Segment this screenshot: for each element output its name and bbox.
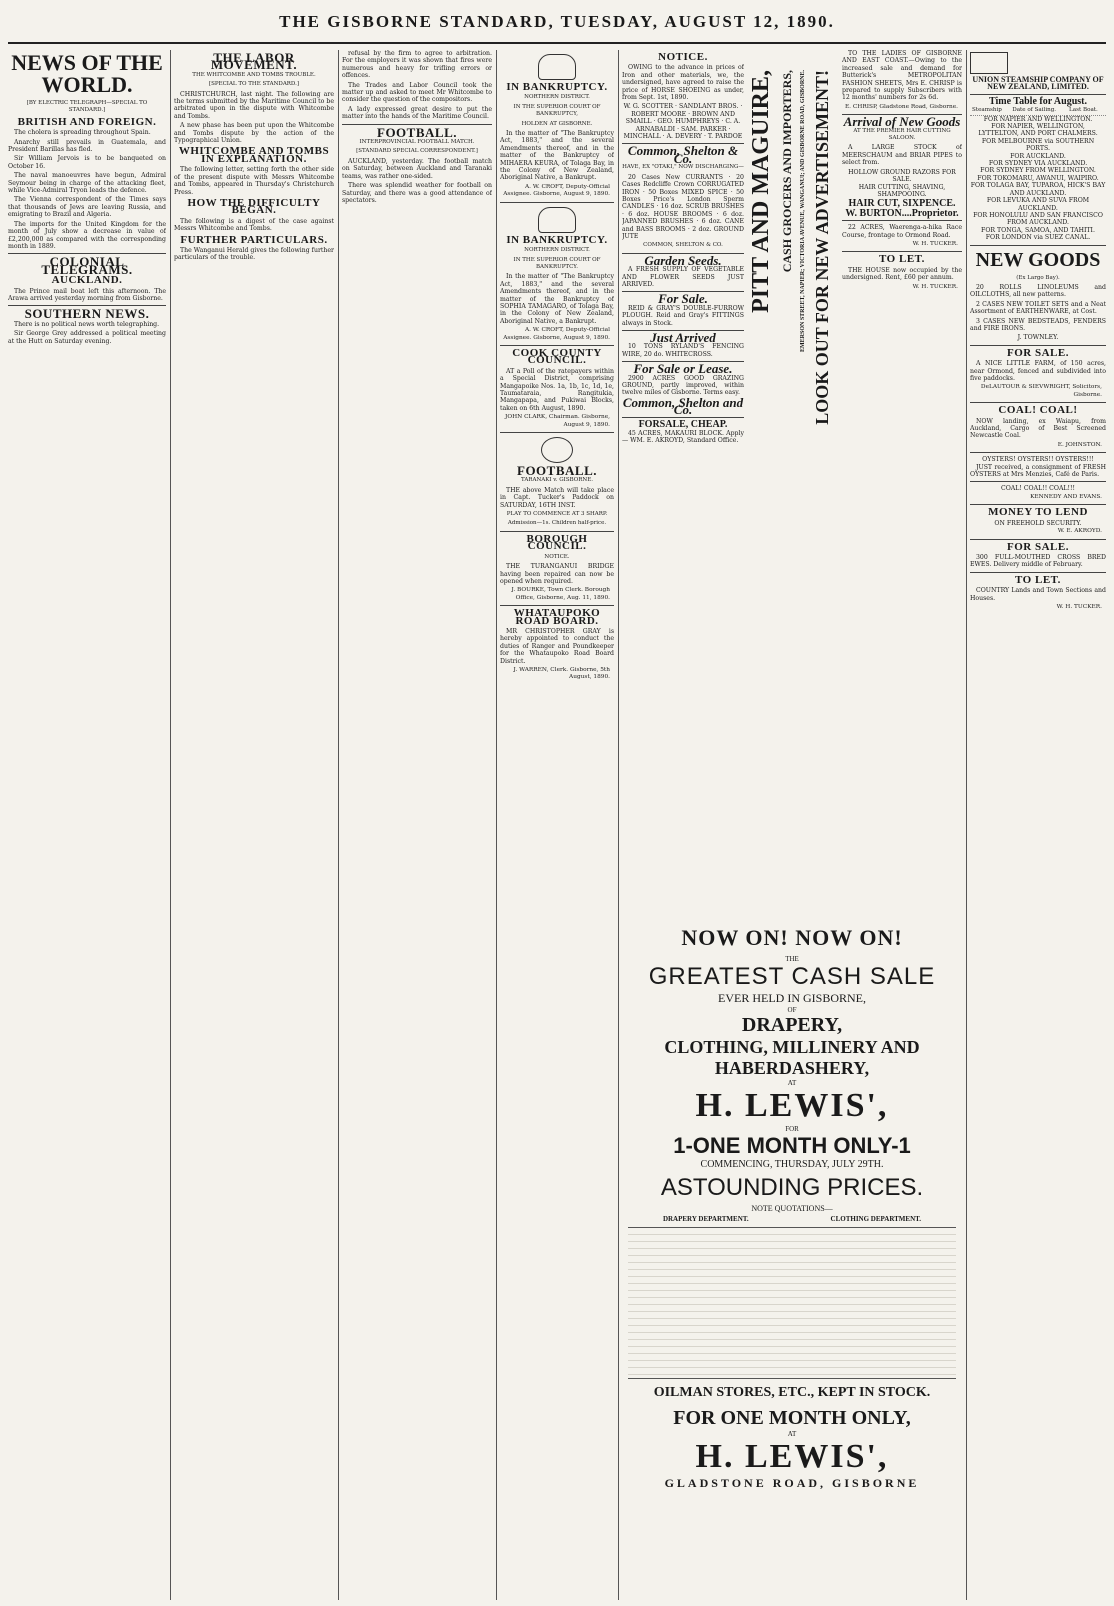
section-subheading: AUCKLAND. — [51, 274, 123, 287]
section-heading: BRITISH AND FOREIGN. — [17, 115, 157, 128]
paragraph: There was splendid weather for football on Saturday, and there was a good attendance of spectators. — [342, 182, 492, 204]
section-heading: SOUTHERN NEWS. — [24, 306, 150, 322]
ad-heading: For Sale. — [658, 291, 708, 307]
ad-body: 3 CASES NEW BEDSTEADS, FENDERS and FIRE IRONS. — [970, 317, 1106, 332]
ad-heading: Arrival of New Goods — [843, 114, 961, 130]
notice-body: In the matter of "The Bankruptcy Act, 1883," and the several Amendments thereof, and in the matter of the Bankruptcy of SOPHIA TAMAGARO, of Tolaga Bay, in the Colony of New Zealand, Aboriginal Native, a Bankrupt. — [500, 273, 614, 325]
ad-body: JUST received, a consignment of FRESH OYSTERS at Mrs Menzies, Café de Paris. — [970, 463, 1106, 479]
ad-banner: GREATEST CASH SALE — [648, 963, 936, 990]
ad-heading: FOR SALE. — [1007, 346, 1069, 359]
ad-line: COMMENCING, THURSDAY, JULY 29TH. — [700, 1159, 884, 1170]
paragraph: The Wanganui Herald gives the following further particulars of the trouble. — [174, 246, 334, 262]
ad-banner: DRAPERY, — [741, 1014, 843, 1036]
paragraph: AUCKLAND, yesterday. The football match on Saturday, between Auckland and Taranaki teams, was rather one-sided. — [342, 157, 492, 180]
notice-body: AT a Poll of the ratepayers within a Special District, comprising Mangapoike Nos. 1a, 1b, 1c, 1d, 1e, Taumataraia, Rangitukia, Mangapapa, and Pukiwai Blocks, taken on 6th August, 1890. — [500, 367, 614, 412]
ad-banner: NOW ON! NOW ON! — [681, 925, 903, 950]
byline: [STANDARD SPECIAL CORRESPONDENT.] — [356, 148, 478, 155]
dept-heading: CLOTHING DEPARTMENT. — [830, 1215, 922, 1223]
paragraph: Sir George Grey addressed a political meeting at the Hutt on Saturday evening. — [8, 330, 166, 345]
ad-body: 2 CASES NEW TOILET SETS and a Neat Assortment of EARTHENWARE, at Cost. — [970, 300, 1106, 316]
paragraph: Sir William Jervois is to be banqueted on October 16. — [8, 155, 166, 170]
ad-signature: W. H. TUCKER. — [912, 283, 958, 290]
route-row: FOR TOKOMARU, AWANUI, WAIPIRO. — [977, 174, 1099, 182]
divider — [970, 452, 1106, 453]
section-heading: HOW THE DIFFICULTY BEGAN. — [187, 196, 321, 217]
paragraph: The following is a digest of the case against Messrs Whitcombe and Tombs. — [174, 217, 334, 233]
notice-subheading: HOLDEN AT GISBORNE. — [521, 120, 593, 127]
ad-banner: 1-ONE MONTH ONLY-1 — [673, 1133, 911, 1158]
subheading: INTERPROVINCIAL FOOTBALL MATCH. — [359, 139, 475, 146]
notice-subheading: IN THE SUPERIOR COURT OF BANKRUPTCY, — [513, 103, 601, 118]
ad-line: Admission—1s. Children half-price. — [507, 520, 607, 527]
ad-address: GLADSTONE ROAD, GISBORNE — [664, 1476, 920, 1490]
ad-body: 10 TONS RYLAND'S FENCING WIRE, 20 do. WHITECROSS. — [622, 343, 744, 358]
notice-signature: J. WARREN, Clerk. Gisborne, 5th August, 1890. — [513, 666, 610, 681]
ad-list: 20 Cases New CURRANTS · 20 Cases Redcliffe Crown CORRUGATED IRON · 50 Boxes MIXED SPICE · 50 Boxes Price's London Sperm CANDLES · 16 doz. SCRUB BRUSHES · 6 doz. HOUSE BROOMS · 6 doz. JAPANNED BRUSHES · 6 doz. CANE and BASS BROOMS · 2 doz. GROUND JUTE — [622, 173, 744, 240]
column-advertisements-1 — [622, 50, 744, 920]
ad-line: HAIR CUT, SIXPENCE. — [848, 198, 956, 210]
ad-line: EVER HELD IN GISBORNE, — [718, 991, 866, 1005]
ad-signature: KENNEDY AND EVANS. — [1030, 493, 1102, 500]
masthead-rule — [8, 42, 1106, 44]
signatory-list: W. G. SCOTTER · SANDLANT BROS. · ROBERT MOORE · BROWN AND SMAILL · GEO. HUMPHREYS · C. A. ARNABALDI · SAM. PARKER · MINCHALL · A. DEVERY · T. PARDOE — [623, 103, 743, 141]
ad-banner: H. LEWIS', — [695, 1087, 889, 1124]
ad-body: COUNTRY Lands and Town Sections and Houses. — [970, 587, 1106, 602]
notice-signature: J. BOURKE, Town Clerk. Borough Office, Gisborne, Aug. 11, 1890. — [511, 587, 610, 601]
football-crest-icon — [541, 437, 573, 463]
royal-crest-icon — [538, 54, 576, 80]
divider — [970, 481, 1106, 482]
paragraph: CHRISTCHURCH, last night. The following are the terms submitted by the Maritime Council to be arbitrated upon in the dispute with Whitcombe and Tombs. — [174, 90, 334, 120]
ad-body: THE above Match will take place in Capt. Tucker's Paddock on SATURDAY, 16TH INST. — [500, 486, 614, 509]
dept-headings — [622, 1215, 962, 1223]
divider — [500, 202, 614, 203]
vertical-ad-slogan: LOOK OUT FOR NEW ADVERTISEMENT! — [812, 70, 832, 425]
route-row: FOR NAPIER, WELLINGTON, LYTTELTON, AND PORT CHALMERS. — [978, 123, 1098, 138]
divider — [970, 402, 1106, 403]
ad-heading: FORSALE, CHEAP. — [638, 418, 728, 430]
column-advertisements-2 — [842, 50, 962, 920]
ad-heading: TO LET. — [879, 253, 925, 266]
ad-banner: FOR ONE MONTH ONLY, — [673, 1407, 911, 1429]
ad-body: A FRESH SUPPLY OF VEGETABLE AND FLOWER SEEDS JUST ARRIVED. — [622, 266, 744, 288]
ad-heading: MONEY TO LEND — [988, 506, 1088, 519]
timetable-title: Time Table for August. — [989, 95, 1087, 107]
timetable — [970, 107, 1106, 115]
notice-heading: WHATAUPOKO ROAD BOARD. — [513, 607, 601, 627]
ad-banner: OILMAN STORES, ETC., KEPT IN STOCK. — [653, 1385, 931, 1400]
ad-body: NOW landing, ex Waiapu, from Auckland, Cargo of Best Screened Newcastle Coal. — [970, 417, 1106, 440]
ad-body: REID & GRAY'S DOUBLE-FURROW PLOUGH. Reid and Gray's FITTINGS always in Stock. — [622, 304, 744, 327]
route-row: FOR MELBOURNE via SOUTHERN PORTS. — [981, 137, 1095, 153]
paragraph: refusal by the firm to agree to arbitration. For the employers it was shown that fires were numerous and heavy for trifling errors or offences. — [342, 50, 492, 80]
ad-subheading: AT THE PREMIER HAIR CUTTING SALOON. — [853, 127, 951, 142]
paragraph: A new phase has been put upon the Whitcombe and Tombs dispute by the action of the Typographical Union. — [174, 122, 334, 145]
ad-body: A LARGE STOCK of MEERSCHAUM and BRIAR PIPES to select from. — [842, 144, 962, 167]
notice-body: MR CHRISTOPHER GRAY is hereby appointed to conduct the duties of Ranger and Poundkeeper for the Whataupoko Road Board District. — [500, 627, 614, 665]
section-heading: FURTHER PARTICULARS. — [180, 233, 328, 246]
vertical-ad-sub: CASH GROCERS AND IMPORTERS, — [780, 70, 794, 273]
ad-signature: W. H. TUCKER. — [1056, 603, 1102, 610]
notice-heading: BOROUGH COUNCIL. — [526, 532, 588, 553]
notice-body: THE TURANGANUI BRIDGE having been repaired can now be opened when required. — [500, 563, 614, 585]
paragraph: There is no political news worth telegraphing. — [14, 320, 160, 328]
ad-heading: TO LET. — [1015, 573, 1061, 586]
ad-body: TO THE LADIES OF GISBORNE AND EAST COAST.—Owing to the increased sale and demand for Butterick's METROPOLITAN FASHION SHEETS, Mrs E. CHRISP is prepared to supply Subscribers with 12 months' numbers for 2s 6d. — [842, 50, 962, 102]
ad-heading: Common, Shelton & Co. — [627, 143, 739, 166]
ad-body: 45 ACRES, MAKAURI BLOCK. Apply— WM. E. AKROYD, Standard Office. — [622, 430, 744, 445]
paragraph: The Vienna correspondent of the Times says that thousands of Jews are leaving Russia, and emigrating to Brazil and Algeria. — [8, 196, 166, 219]
notice-signature: A. W. CROFT, Deputy-Official Assignee. Gisborne, August 9, 1890. — [503, 327, 610, 341]
table-header: Steamship — [970, 107, 1010, 115]
ad-heading: Just Arrived — [650, 330, 716, 345]
divider — [970, 504, 1106, 505]
route-row: FOR SYDNEY FROM WELLINGTON. — [980, 167, 1096, 175]
table-row — [970, 107, 1106, 115]
ad-heading: NEW GOODS — [975, 248, 1101, 271]
paragraph: The naval manoeuvres have begun, Admiral Seymour being in charge of the attacking fleet, while Vice-Admiral Tryon leads the defence. — [8, 172, 166, 195]
ad-heading: Garden Seeds. — [644, 252, 722, 268]
route-row: FOR LEVUKA AND SUVA FROM AUCKLAND. — [986, 197, 1090, 212]
ad-signature: E. JOHNSTON. — [1057, 441, 1102, 448]
steamship-icon — [970, 52, 1008, 74]
route-row: FOR AUCKLAND. — [1010, 152, 1066, 160]
byline: [SPECIAL TO THE STANDARD.] — [208, 81, 300, 88]
column-rule — [338, 50, 339, 1600]
ad-body: THE HOUSE now occupied by the undersigned. Rent, £60 per annum. — [842, 266, 962, 282]
paragraph: The Prince mail boat left this afternoon. The Arawa arrived yesterday morning from Gisborne. — [8, 287, 166, 302]
divider — [970, 245, 1106, 246]
ad-line: HOLLOW GROUND RAZORS FOR SALE. — [848, 168, 956, 184]
divider — [970, 94, 1106, 95]
ad-signature: W. H. TUCKER. — [912, 240, 958, 247]
ad-signature: J. TOWNLEY. — [1017, 334, 1059, 342]
section-heading: COLONIAL TELEGRAMS. — [41, 254, 133, 277]
section-heading: THE LABOR MOVEMENT. — [210, 50, 298, 73]
vertical-ad-name: PITT AND MAGUIRE, — [748, 70, 774, 313]
divider — [842, 251, 962, 252]
ad-subheading: HAVE, EX "OTAKI," NOW DISCHARGING— — [622, 164, 744, 171]
divider — [500, 432, 614, 433]
vertical-ad-address: EMERSON STREET, NAPIER; VICTORIA AVENUE, WANGANUI; AND GISBORNE ROAD, GISBORNE. — [800, 70, 806, 352]
ad-banner: HABERDASHERY, — [714, 1058, 870, 1078]
divider — [970, 539, 1106, 540]
paragraph: The following letter, setting forth the other side of the present dispute with Messrs Whitcombe and Tombs, appeared in Thursday's Christchurch Press. — [174, 166, 334, 196]
ad-banner: CLOTHING, MILLINERY AND — [664, 1037, 920, 1057]
notice-subheading: NORTHERN DISTRICT. — [524, 247, 590, 254]
royal-crest-icon — [538, 207, 576, 233]
paragraph: A lady expressed great desire to put the matter into the hands of the Maritime Council. — [342, 105, 492, 121]
notice-signature: A. W. CROFT, Deputy-Official Assignee. Gisborne, August 9, 1890. — [503, 183, 610, 198]
byline: [BY ELECTRIC TELEGRAPH—SPECIAL TO STANDARD.] — [26, 100, 148, 114]
ad-line: HAIR CUTTING, SHAVING, SHAMPOOING. — [858, 183, 946, 198]
divider — [500, 345, 614, 346]
notice-heading: COOK COUNTY COUNCIL. — [512, 346, 602, 367]
ad-banner: ASTOUNDING PRICES. — [660, 1174, 924, 1201]
ad-signature: E. CHRISP, Gladstone Road, Gisborne. — [844, 103, 958, 110]
section-heading: WHITCOMBE AND TOMBS IN EXPLANATION. — [178, 145, 330, 165]
ad-line: PLAY TO COMMENCE AT 3 SHARP. — [506, 511, 608, 518]
divider — [500, 605, 614, 606]
ad-body: 20 ROLLS LINOLEUMS and OILCLOTHS, all new patterns. — [970, 283, 1106, 299]
column-continued — [342, 50, 492, 1600]
ad-signature: COMMON, SHELTON & CO. — [643, 242, 723, 249]
ad-body: ON FREEHOLD SECURITY. — [994, 519, 1082, 527]
ad-signature: W. E. AKROYD. — [1057, 528, 1102, 535]
table-header: Last Boat. — [1067, 107, 1106, 115]
ad-line: AT — [787, 1430, 797, 1438]
ad-heading: FOR SALE. — [1007, 540, 1069, 553]
column-rule — [170, 50, 171, 1600]
paragraph: The Trades and Labor Council took the matter up and asked to meet Mr Whitcombe to consider the question of the compositors. — [342, 81, 492, 104]
notice-subheading: IN THE SUPERIOR COURT OF BANKRUPTCY. — [513, 256, 601, 270]
ad-heading: UNION STEAMSHIP COMPANY OF NEW ZEALAND, LIMITED. — [972, 75, 1104, 92]
section-heading: FOOTBALL. — [377, 124, 457, 140]
ad-line: NOTE QUOTATIONS— — [751, 1204, 833, 1213]
column-rule — [966, 50, 967, 1600]
ad-signature: DeLAUTOUR & SIEVWRIGHT, Solicitors, Gisborne. — [980, 384, 1102, 398]
paragraph: Anarchy still prevails in Guatemala, and President Barillas has fled. — [8, 138, 166, 154]
dept-heading: DRAPERY DEPARTMENT. — [662, 1215, 749, 1223]
ad-subheading: (Ex Largo Bay). — [1016, 274, 1060, 281]
ad-body: 2900 ACRES GOOD GRAZING GROUND, partly improved, within twelve miles of Gisborne. Terms easy. — [622, 374, 744, 397]
column-labor-movement — [174, 50, 334, 1600]
lewis-sale-advert — [622, 925, 962, 1600]
notice-subheading: NOTICE. — [544, 553, 570, 560]
notice-subheading: NORTHERN DISTRICT. — [524, 94, 590, 101]
notice-heading: IN BANKRUPTCY. — [506, 233, 608, 246]
notice-signature: JOHN CLARK, Chairman. Gisborne, August 9, 1890. — [505, 414, 610, 428]
ad-line: FOR — [785, 1125, 799, 1133]
route-row: FOR LONDON via SUEZ CANAL. — [985, 234, 1091, 242]
route-row: FOR HONOLULU AND SAN FRANCISCO FROM AUCKLAND. — [973, 211, 1103, 227]
ad-body: 22 ACRES, Waerenga-a-hika Race Course, frontage to Ormond Road. — [842, 224, 962, 239]
column-rule — [618, 50, 619, 1600]
ad-line: THE — [785, 955, 799, 963]
column-rule — [496, 50, 497, 1600]
divider — [842, 220, 962, 221]
route-row: FOR SYDNEY VIA AUCKLAND. — [988, 160, 1088, 168]
ad-banner: H. LEWIS', — [695, 1438, 889, 1475]
divider — [500, 531, 614, 532]
subheading: THE WHITCOMBE AND TOMBS TROUBLE. — [192, 71, 316, 78]
route-row: FOR TONGA, SAMOA, AND TAHITI. — [981, 226, 1095, 234]
ad-heading: COAL! COAL!! COAL!!! — [1000, 485, 1075, 493]
notice-heading: IN BANKRUPTCY. — [506, 81, 608, 93]
ad-heading: FOOTBALL. — [517, 463, 597, 479]
column-notices — [500, 50, 614, 1600]
ad-line: AT — [787, 1079, 797, 1087]
masthead: THE GISBORNE STANDARD, TUESDAY, AUGUST 12, 1890. — [279, 12, 835, 31]
table-header: Date of Sailing. — [1010, 107, 1067, 115]
divider — [970, 345, 1106, 346]
ad-subheading: TARANAKI v. GISBORNE. — [521, 477, 593, 484]
ad-heading: For Sale or Lease. — [633, 361, 733, 377]
divider — [970, 572, 1106, 573]
ad-heading: COAL! COAL! — [998, 404, 1078, 417]
ad-body: 300 FULL-MOUTHED CROSS BRED EWES. Delivery middle of February. — [970, 553, 1106, 569]
ad-signature: W. BURTON....Proprietor. — [845, 207, 959, 219]
price-list — [628, 1227, 956, 1379]
ad-heading: OYSTERS! OYSTERS!! OYSTERS!!! — [982, 456, 1094, 464]
notice-body: OWING to the advance in prices of Iron and other materials, we, the undersigned, have agreed to raise the price of HORSE SHOEING as under, from Sept. 1st, 1890. — [622, 64, 744, 102]
notice-heading: NOTICE. — [658, 51, 708, 63]
route-row: FOR NAPIER AND WELLINGTON. — [983, 115, 1093, 123]
ad-body: A NICE LITTLE FARM, of 150 acres, near Ormond, fenced and subdivided into five paddocks. — [970, 360, 1106, 382]
paragraph: The cholera is spreading throughout Spain. — [14, 129, 151, 137]
notice-body: In the matter of "The Bankruptcy Act, 1883," and the several Amendments thereof, and in the matter of the Bankruptcy of MIHAERA KEURA, of Tolaga Bay, in the Colony of New Zealand, Aboriginal Native, a Bankrupt. — [500, 130, 614, 182]
route-row: FOR TOLAGA BAY, TUPAROA, HICK'S BAY AND AUCKLAND. — [970, 182, 1106, 197]
ad-heading: Common, Shelton and Co. — [622, 394, 744, 418]
section-title: NEWS OF THE WORLD. — [11, 50, 163, 97]
column-news-of-the-world — [8, 50, 166, 1600]
ad-line: OF — [787, 1006, 797, 1014]
column-shipping-and-ads — [970, 50, 1106, 1600]
paragraph: The imports for the United Kingdom for the month of July show a decrease in value of £2,200,000 as compared with the corresponding month in 1889. — [8, 220, 166, 250]
